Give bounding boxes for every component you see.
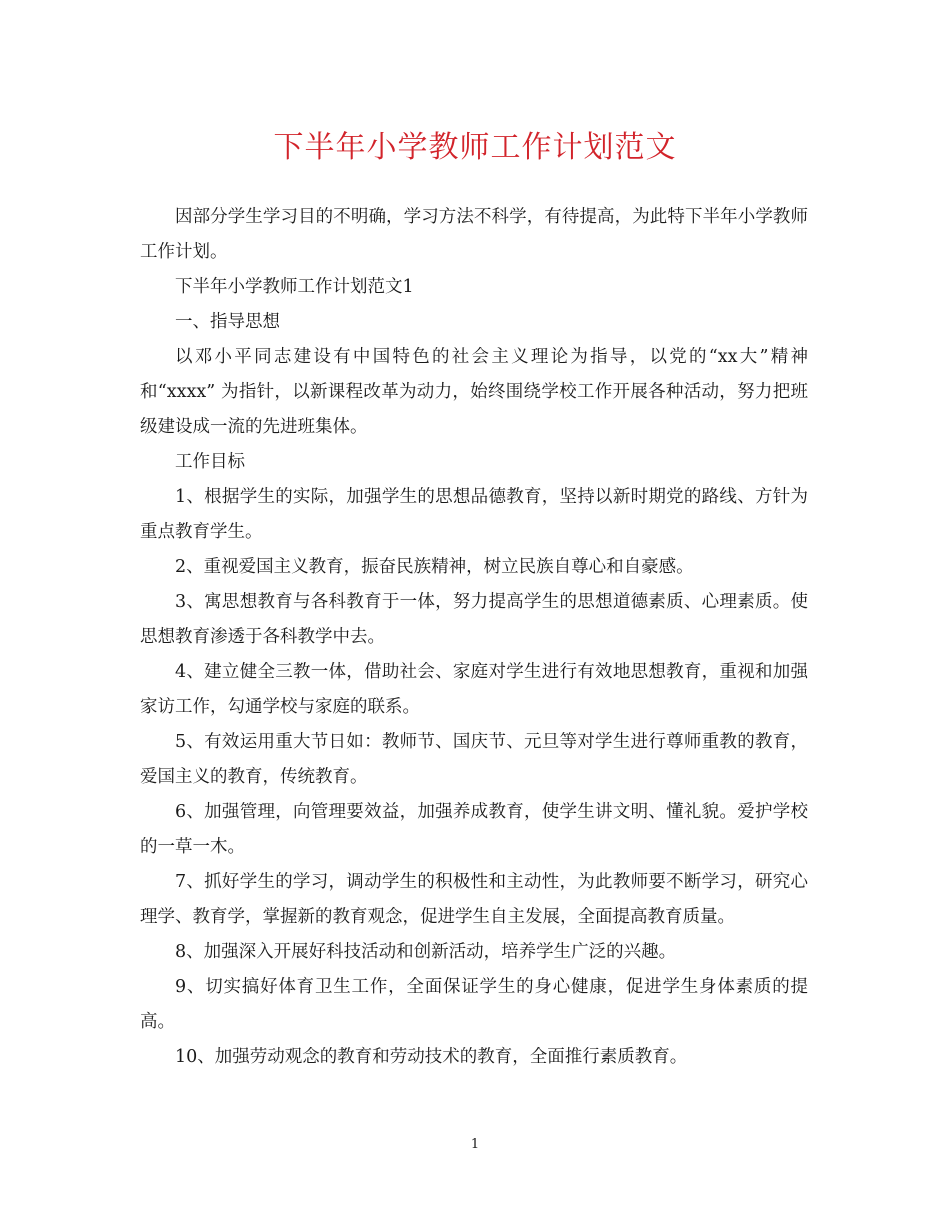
section-heading-guiding-ideology: 一、指导思想: [175, 312, 280, 332]
goal-item-6: 6、加强管理，向管理要效益，加强养成教育，使学生讲文明、懂礼貌。爱护学校的一草一木。: [140, 802, 808, 857]
goal-item-5: 5、有效运用重大节日如：教师节、国庆节、元旦等对学生进行尊师重教的教育，爱国主义的教育，传统教育。: [140, 732, 808, 787]
section-heading-work-goals: 工作目标: [175, 452, 245, 472]
goal-item-9: 9、切实搞好体育卫生工作，全面保证学生的身心健康，促进学生身体素质的提高。: [140, 977, 808, 1032]
goal-item-2: 2、重视爱国主义教育，振奋民族精神，树立民族自尊心和自豪感。: [175, 557, 694, 577]
section-subtitle: 下半年小学教师工作计划范文1: [175, 277, 414, 297]
document-body: [140, 200, 808, 1075]
goal-item-3: 3、寓思想教育与各科教育于一体，努力提高学生的思想道德素质、心理素质。使思想教育渗透于各科教学中去。: [140, 592, 808, 647]
goal-item-7: 7、抓好学生的学习，调动学生的积极性和主动性，为此教师要不断学习，研究心理学、教育学，掌握新的教育观念，促进学生自主发展，全面提高教育质量。: [140, 872, 808, 927]
document-title: 下半年小学教师工作计划范文: [273, 130, 677, 165]
goal-item-10: 10、加强劳动观念的教育和劳动技术的教育，全面推行素质教育。: [175, 1047, 688, 1067]
goal-item-8: 8、加强深入开展好科技活动和创新活动，培养学生广泛的兴趣。: [175, 942, 677, 962]
guiding-ideology-paragraph: 以邓小平同志建设有中国特色的社会主义理论为指导，以党的“xx大”精神和“xxxx” 为指针，以新课程改革为动力，始终围绕学校工作开展各种活动，努力把班级建设成一流的先进班集体。: [140, 347, 808, 437]
page-number: 1: [470, 1137, 480, 1152]
intro-paragraph: 因部分学生学习目的不明确，学习方法不科学，有待提高，为此特下半年小学教师工作计划。: [140, 207, 808, 262]
goal-item-1: 1、根据学生的实际，加强学生的思想品德教育，坚持以新时期党的路线、方针为重点教育学生。: [140, 487, 808, 542]
goal-item-4: 4、建立健全三教一体，借助社会、家庭对学生进行有效地思想教育，重视和加强家访工作，勾通学校与家庭的联系。: [140, 662, 808, 717]
